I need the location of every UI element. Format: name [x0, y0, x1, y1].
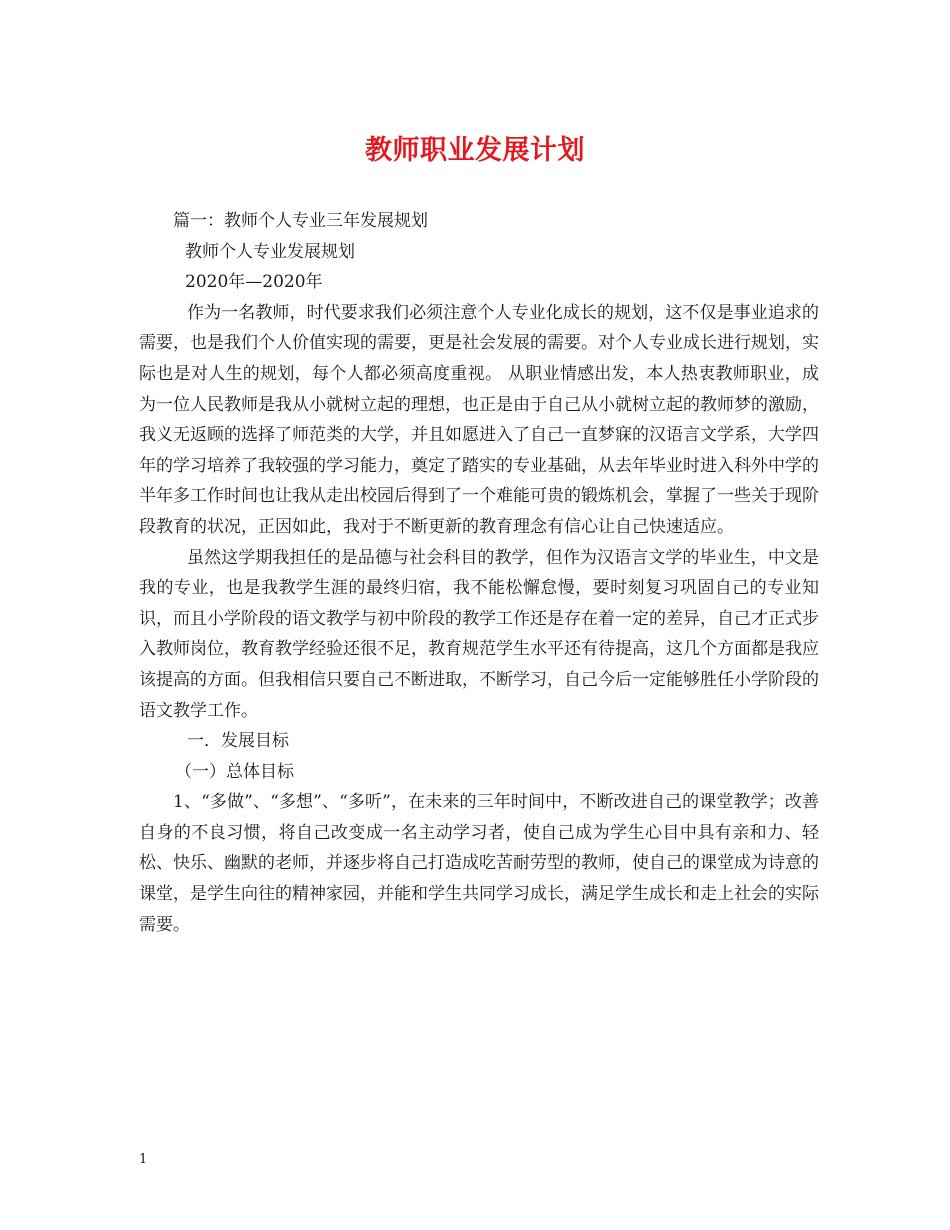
date-range: 2020年—2020年: [185, 272, 323, 293]
page-number: 1: [139, 1152, 148, 1167]
document-title: 教师职业发展计划: [365, 135, 585, 166]
section-goals: 一．发展目标: [187, 731, 289, 752]
paragraph-intro: 作为一名教师，时代要求我们必须注意个人专业化成长的规划，这不仅是事业追求的需要，也是我们个人价值实现的需要，更是社会发展的需要。对个人专业成长进行规划，实际也是对人生的规划，每个人都必须高度重视。 从职业情感出发，本人热衷教师职业，成为一位人民教师是我从小就树立起的理想，也正是由于自己从小就树立起的教师梦的激励，我义无返顾的选择了师范类的大学，并且如愿进入了自己一直梦寐的汉语言文学系，大学四年的学习培养了我较强的学习能力，奠定了踏实的专业基础，从去年毕业时进入科外中学的半年多工作时间也让我从走出校园后得到了一个难能可贵的锻炼机会，掌握了一些关于现阶段教育的状况，正因如此，我对于不断更新的教育理念有信心让自己快速适应。: [139, 302, 819, 537]
subsection-overall-goal: （一）总体目标: [175, 761, 294, 782]
paragraph-self-assessment: 虽然这学期我担任的是品德与社会科目的教学，但作为汉语言文学的毕业生，中文是我的专业，也是我教学生涯的最终归宿，我不能松懈怠慢，要时刻复习巩固自己的专业知识，而且小学阶段的语文教学与初中阶段的教学工作还是存在着一定的差异，自己才正式步入教师岗位，教育教学经验还很不足，教育规范学生水平还有待提高，这几个方面都是我应该提高的方面。但我相信只要自己不断进取，不断学习，自己今后一定能够胜任小学阶段的语文教学工作。: [139, 547, 819, 721]
heading-plan: 教师个人专业发展规划: [185, 241, 355, 262]
document-body: [139, 206, 819, 940]
heading-part-one: 篇一：教师个人专业三年发展规划: [173, 211, 428, 231]
paragraph-goal-one: 1、“多做”、“多想”、“多听”，在未来的三年时间中，不断改进自己的课堂教学；改善自身的不良习惯，将自己改变成一名主动学习者，使自己成为学生心目中具有亲和力、轻松、快乐、幽默的老师，并逐步将自己打造成吃苦耐劳型的教师，使自己的课堂成为诗意的课堂，是学生向往的精神家园，并能和学生共同学习成长，满足学生成长和走上社会的实际需要。: [139, 792, 819, 935]
